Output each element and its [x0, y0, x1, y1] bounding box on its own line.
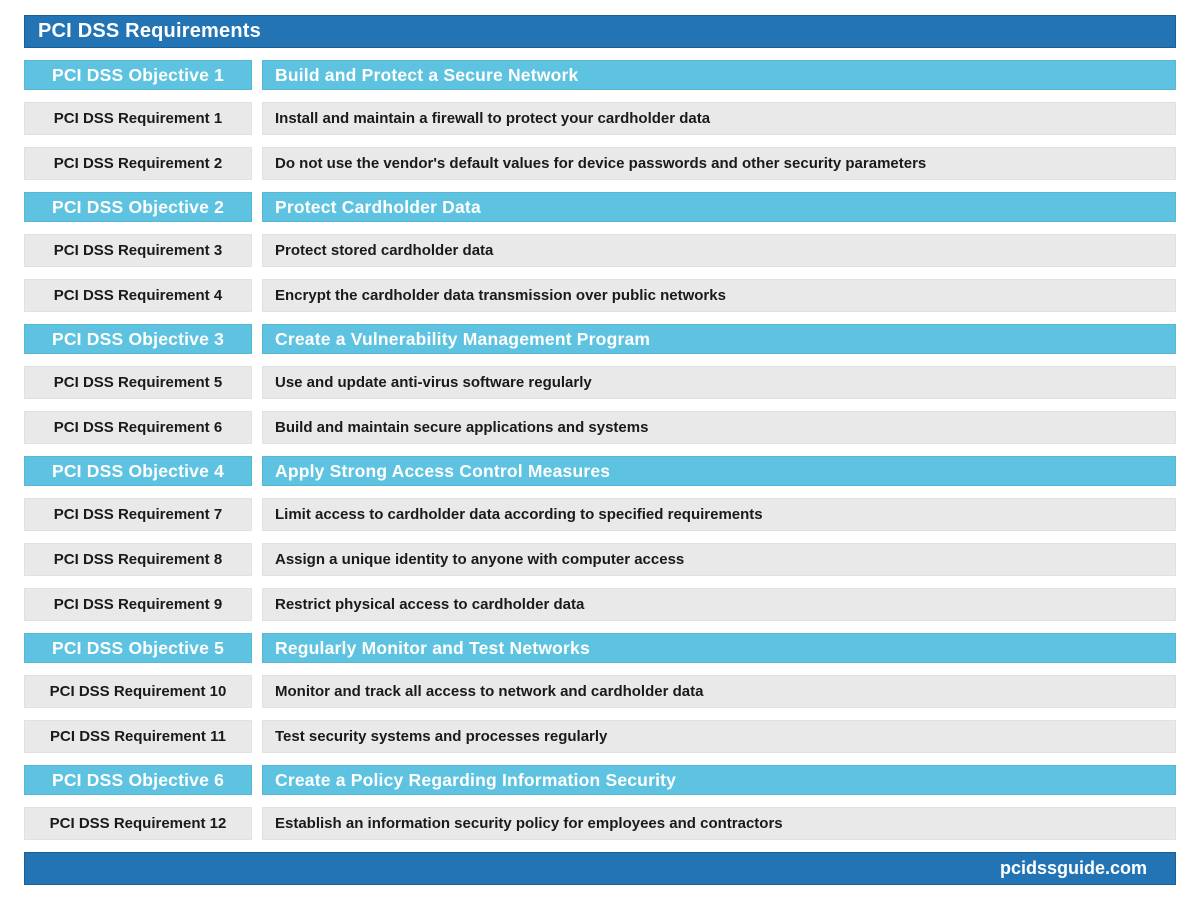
requirement-label: PCI DSS Requirement 8 — [24, 543, 252, 576]
requirement-row — [24, 102, 1176, 135]
requirement-row — [24, 147, 1176, 180]
requirement-row — [24, 279, 1176, 312]
requirement-text: Install and maintain a firewall to protect your cardholder data — [262, 102, 1176, 135]
requirement-text: Build and maintain secure applications and systems — [262, 411, 1176, 444]
footer-site-name: pcidssguide.com — [24, 852, 1176, 885]
requirement-label: PCI DSS Requirement 7 — [24, 498, 252, 531]
requirement-text: Do not use the vendor's default values for device passwords and other security parameters — [262, 147, 1176, 180]
objective-row — [24, 324, 1176, 354]
requirement-row — [24, 411, 1176, 444]
page-title: PCI DSS Requirements — [24, 15, 1176, 48]
requirement-label: PCI DSS Requirement 5 — [24, 366, 252, 399]
objective-title: Apply Strong Access Control Measures — [262, 456, 1176, 486]
requirement-text: Restrict physical access to cardholder data — [262, 588, 1176, 621]
requirement-label: PCI DSS Requirement 6 — [24, 411, 252, 444]
objective-title: Build and Protect a Secure Network — [262, 60, 1176, 90]
requirement-text: Test security systems and processes regularly — [262, 720, 1176, 753]
objective-row — [24, 765, 1176, 795]
objective-title: Create a Policy Regarding Information Security — [262, 765, 1176, 795]
requirement-label: PCI DSS Requirement 10 — [24, 675, 252, 708]
sections-container — [24, 60, 1176, 840]
objective-row — [24, 60, 1176, 90]
requirement-row — [24, 720, 1176, 753]
objective-label: PCI DSS Objective 6 — [24, 765, 252, 795]
objective-label: PCI DSS Objective 3 — [24, 324, 252, 354]
requirement-row — [24, 807, 1176, 840]
requirement-text: Assign a unique identity to anyone with computer access — [262, 543, 1176, 576]
requirement-text: Monitor and track all access to network and cardholder data — [262, 675, 1176, 708]
objective-title: Protect Cardholder Data — [262, 192, 1176, 222]
objective-row — [24, 192, 1176, 222]
requirement-label: PCI DSS Requirement 2 — [24, 147, 252, 180]
requirement-label: PCI DSS Requirement 3 — [24, 234, 252, 267]
objective-row — [24, 633, 1176, 663]
requirement-label: PCI DSS Requirement 1 — [24, 102, 252, 135]
requirement-row — [24, 498, 1176, 531]
requirement-label: PCI DSS Requirement 4 — [24, 279, 252, 312]
objective-title: Create a Vulnerability Management Program — [262, 324, 1176, 354]
objective-label: PCI DSS Objective 4 — [24, 456, 252, 486]
requirement-label: PCI DSS Requirement 11 — [24, 720, 252, 753]
requirement-row — [24, 234, 1176, 267]
objective-label: PCI DSS Objective 2 — [24, 192, 252, 222]
requirement-label: PCI DSS Requirement 12 — [24, 807, 252, 840]
requirement-row — [24, 366, 1176, 399]
objective-title: Regularly Monitor and Test Networks — [262, 633, 1176, 663]
pci-dss-table — [24, 15, 1176, 885]
objective-label: PCI DSS Objective 5 — [24, 633, 252, 663]
requirement-row — [24, 543, 1176, 576]
requirement-text: Protect stored cardholder data — [262, 234, 1176, 267]
requirement-text: Encrypt the cardholder data transmission over public networks — [262, 279, 1176, 312]
requirement-row — [24, 675, 1176, 708]
objective-label: PCI DSS Objective 1 — [24, 60, 252, 90]
requirement-label: PCI DSS Requirement 9 — [24, 588, 252, 621]
objective-row — [24, 456, 1176, 486]
requirement-text: Limit access to cardholder data according to specified requirements — [262, 498, 1176, 531]
requirement-text: Use and update anti-virus software regularly — [262, 366, 1176, 399]
requirement-row — [24, 588, 1176, 621]
requirement-text: Establish an information security policy for employees and contractors — [262, 807, 1176, 840]
